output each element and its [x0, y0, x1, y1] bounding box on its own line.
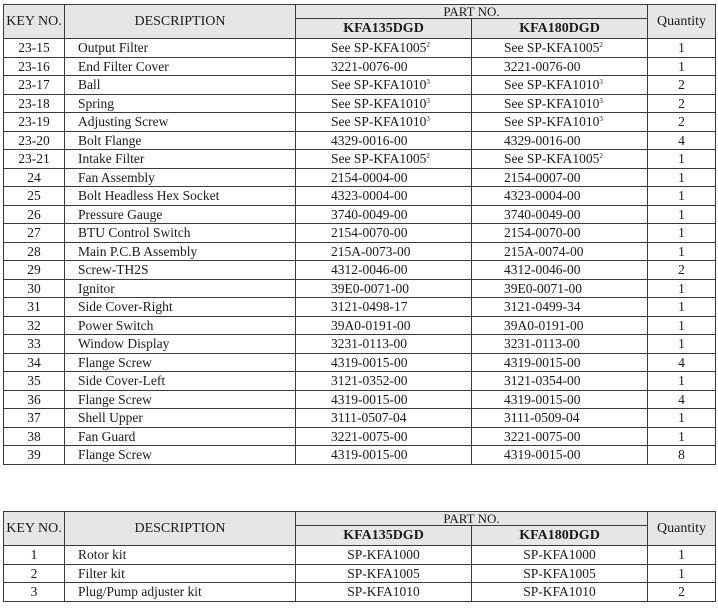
model-a-part-cell	[296, 261, 472, 280]
part-number: 3231-0113-00	[331, 336, 407, 352]
quantity-cell: 1	[648, 150, 716, 169]
key-no-cell: 29	[4, 261, 65, 280]
table-row	[4, 57, 716, 76]
quantity-cell: 1	[648, 409, 716, 428]
quantity-cell: 1	[648, 205, 716, 224]
description-cell: Pressure Gauge	[65, 205, 296, 224]
quantity-cell: 1	[648, 427, 716, 446]
model-b-part-cell	[472, 409, 648, 428]
quantity-cell: 1	[648, 39, 716, 58]
part-number: 3121-0498-17	[331, 299, 408, 315]
part-number: 3740-0049-00	[504, 206, 581, 222]
footnote-marker: 2	[426, 152, 430, 161]
model-a-part-cell	[296, 57, 472, 76]
model-a-part-cell	[296, 242, 472, 261]
quantity-cell: 8	[648, 446, 716, 465]
model-b-part-cell: SP-KFA1005	[472, 564, 648, 583]
model-a-part-cell	[296, 39, 472, 58]
model-a-header: KFA135DGD	[296, 526, 472, 546]
part-number: 4319-0015-00	[504, 354, 581, 370]
description-cell: Fan Guard	[65, 427, 296, 446]
table-row	[4, 242, 716, 261]
model-a-part-cell	[296, 390, 472, 409]
description-cell: Side Cover-Left	[65, 372, 296, 391]
model-b-part-cell	[472, 353, 648, 372]
model-a-part-cell	[296, 150, 472, 169]
part-number: 3111-0509-04	[504, 410, 580, 426]
description-cell: Flange Screw	[65, 353, 296, 372]
model-a-part-cell	[296, 187, 472, 206]
model-a-part-cell	[296, 168, 472, 187]
description-cell: Shell Upper	[65, 409, 296, 428]
part-number: 4319-0015-00	[504, 391, 581, 407]
part-number: 3221-0075-00	[331, 428, 408, 444]
model-a-part-cell	[296, 94, 472, 113]
quantity-cell: 1	[648, 546, 716, 565]
part-number: 4319-0015-00	[331, 354, 408, 370]
key-no-cell: 32	[4, 316, 65, 335]
description-cell: Ignitor	[65, 279, 296, 298]
part-number: See SP-KFA1010	[331, 95, 427, 111]
footnote-marker: 3	[426, 78, 430, 87]
description-cell: Adjusting Screw	[65, 113, 296, 132]
part-number: 4319-0015-00	[331, 447, 408, 463]
footnote-marker: 3	[426, 115, 430, 124]
parts-table	[3, 4, 716, 465]
footnote-marker: 3	[599, 96, 603, 105]
quantity-cell: 2	[648, 94, 716, 113]
part-number: 2154-0070-00	[504, 225, 581, 241]
key-no-cell: 30	[4, 279, 65, 298]
part-number: See SP-KFA1005	[331, 40, 427, 56]
quantity-cell: 1	[648, 57, 716, 76]
model-b-header: KFA180DGD	[472, 19, 648, 39]
quantity-cell: 2	[648, 76, 716, 95]
model-a-part-cell	[296, 298, 472, 317]
model-a-part-cell: SP-KFA1005	[296, 564, 472, 583]
part-no-header: PART NO.	[296, 5, 648, 19]
table-row	[4, 94, 716, 113]
description-cell: Bolt Flange	[65, 131, 296, 150]
key-no-cell: 25	[4, 187, 65, 206]
part-number: 3740-0049-00	[331, 206, 408, 222]
key-no-cell: 23-17	[4, 76, 65, 95]
model-b-part-cell	[472, 131, 648, 150]
description-cell: End Filter Cover	[65, 57, 296, 76]
model-a-part-cell	[296, 224, 472, 243]
part-number: 4319-0015-00	[331, 391, 408, 407]
model-b-part-cell	[472, 113, 648, 132]
model-b-part-cell	[472, 187, 648, 206]
quantity-cell: 2	[648, 583, 716, 602]
key-no-cell: 23-19	[4, 113, 65, 132]
key-no-cell: 39	[4, 446, 65, 465]
model-a-part-cell	[296, 353, 472, 372]
quantity-cell: 2	[648, 113, 716, 132]
quantity-cell: 1	[648, 279, 716, 298]
key-no-cell: 23-18	[4, 94, 65, 113]
key-no-cell: 34	[4, 353, 65, 372]
footnote-marker: 2	[599, 152, 603, 161]
model-a-part-cell	[296, 446, 472, 465]
table-row	[4, 390, 716, 409]
kits-table-body	[4, 546, 716, 602]
part-number: 3221-0076-00	[331, 58, 408, 74]
description-header: DESCRIPTION	[65, 512, 296, 546]
quantity-cell: 1	[648, 298, 716, 317]
model-a-part-cell	[296, 76, 472, 95]
quantity-cell: 1	[648, 187, 716, 206]
key-no-cell: 26	[4, 205, 65, 224]
model-b-part-cell	[472, 372, 648, 391]
part-number: 3221-0076-00	[504, 58, 581, 74]
quantity-cell: 1	[648, 335, 716, 354]
model-b-part-cell	[472, 446, 648, 465]
key-no-cell: 37	[4, 409, 65, 428]
key-no-cell: 27	[4, 224, 65, 243]
model-a-part-cell	[296, 372, 472, 391]
model-a-part-cell: SP-KFA1010	[296, 583, 472, 602]
key-no-cell: 35	[4, 372, 65, 391]
quantity-cell: 1	[648, 316, 716, 335]
description-cell: BTU Control Switch	[65, 224, 296, 243]
model-b-part-cell	[472, 150, 648, 169]
key-no-cell: 28	[4, 242, 65, 261]
description-cell: Screw-TH2S	[65, 261, 296, 280]
model-a-part-cell	[296, 131, 472, 150]
model-b-part-cell	[472, 335, 648, 354]
table-row	[4, 76, 716, 95]
part-number: 4329-0016-00	[504, 132, 581, 148]
key-no-cell: 36	[4, 390, 65, 409]
footnote-marker: 2	[599, 41, 603, 50]
quantity-header: Quantity	[648, 5, 716, 39]
description-cell: Output Filter	[65, 39, 296, 58]
table-row	[4, 205, 716, 224]
table-row	[4, 564, 716, 583]
footnote-marker: 3	[599, 78, 603, 87]
description-cell: Main P.C.B Assembly	[65, 242, 296, 261]
model-b-part-cell: SP-KFA1010	[472, 583, 648, 602]
table-row	[4, 427, 716, 446]
table-row	[4, 298, 716, 317]
description-cell: Intake Filter	[65, 150, 296, 169]
part-number: See SP-KFA1005	[504, 151, 600, 167]
model-b-part-cell	[472, 427, 648, 446]
model-a-header: KFA135DGD	[296, 19, 472, 39]
quantity-cell: 1	[648, 564, 716, 583]
table-row	[4, 150, 716, 169]
description-cell: Filter kit	[65, 564, 296, 583]
quantity-cell: 1	[648, 224, 716, 243]
part-number: 4319-0015-00	[504, 447, 581, 463]
key-no-cell: 2	[4, 564, 65, 583]
part-number: 4329-0016-00	[331, 132, 408, 148]
quantity-cell: 1	[648, 372, 716, 391]
key-no-cell: 23-20	[4, 131, 65, 150]
model-b-part-cell	[472, 224, 648, 243]
description-cell: Power Switch	[65, 316, 296, 335]
part-number: 39A0-0191-00	[331, 317, 411, 333]
table-row	[4, 316, 716, 335]
quantity-cell: 4	[648, 390, 716, 409]
footnote-marker: 2	[426, 41, 430, 50]
key-no-cell: 23-15	[4, 39, 65, 58]
key-no-cell: 3	[4, 583, 65, 602]
part-number: 2154-0070-00	[331, 225, 408, 241]
part-number: 4323-0004-00	[504, 188, 581, 204]
table-row	[4, 261, 716, 280]
model-b-part-cell	[472, 390, 648, 409]
part-number: 4312-0046-00	[331, 262, 408, 278]
kits-table	[3, 511, 716, 602]
model-a-part-cell	[296, 409, 472, 428]
part-number: 3231-0113-00	[504, 336, 580, 352]
part-number: 215A-0074-00	[504, 243, 584, 259]
part-number: 39E0-0071-00	[504, 280, 582, 296]
part-number: See SP-KFA1010	[331, 77, 427, 93]
model-a-part-cell: SP-KFA1000	[296, 546, 472, 565]
key-no-cell: 38	[4, 427, 65, 446]
description-cell: Window Display	[65, 335, 296, 354]
table-row	[4, 583, 716, 602]
model-b-part-cell	[472, 279, 648, 298]
part-number: 39E0-0071-00	[331, 280, 409, 296]
description-cell: Flange Screw	[65, 446, 296, 465]
table-row	[4, 279, 716, 298]
quantity-cell: 1	[648, 242, 716, 261]
model-b-part-cell	[472, 94, 648, 113]
description-cell: Spring	[65, 94, 296, 113]
footnote-marker: 3	[599, 115, 603, 124]
description-header: DESCRIPTION	[65, 5, 296, 39]
part-number: 3121-0354-00	[504, 373, 581, 389]
model-b-part-cell: SP-KFA1000	[472, 546, 648, 565]
model-a-part-cell	[296, 316, 472, 335]
part-number: 3121-0499-34	[504, 299, 581, 315]
table-row	[4, 546, 716, 565]
table-row	[4, 446, 716, 465]
quantity-cell: 4	[648, 353, 716, 372]
model-b-part-cell	[472, 57, 648, 76]
model-a-part-cell	[296, 113, 472, 132]
part-number: See SP-KFA1005	[504, 40, 600, 56]
key-no-cell: 31	[4, 298, 65, 317]
table-row	[4, 353, 716, 372]
quantity-header: Quantity	[648, 512, 716, 546]
part-number: See SP-KFA1010	[504, 77, 600, 93]
model-b-part-cell	[472, 39, 648, 58]
parts-table-body	[4, 39, 716, 465]
part-number: See SP-KFA1010	[504, 95, 600, 111]
model-b-part-cell	[472, 168, 648, 187]
key-no-cell: 23-16	[4, 57, 65, 76]
part-number: 4323-0004-00	[331, 188, 408, 204]
footnote-marker: 3	[426, 96, 430, 105]
model-b-header: KFA180DGD	[472, 526, 648, 546]
table-row	[4, 409, 716, 428]
quantity-cell: 4	[648, 131, 716, 150]
model-b-part-cell	[472, 76, 648, 95]
model-b-part-cell	[472, 205, 648, 224]
model-a-part-cell	[296, 279, 472, 298]
table-row	[4, 39, 716, 58]
quantity-cell: 1	[648, 168, 716, 187]
key-no-cell: 24	[4, 168, 65, 187]
quantity-cell: 2	[648, 261, 716, 280]
key-no-cell: 23-21	[4, 150, 65, 169]
part-number: See SP-KFA1005	[331, 151, 427, 167]
part-number: 3121-0352-00	[331, 373, 408, 389]
table-row	[4, 187, 716, 206]
model-b-part-cell	[472, 316, 648, 335]
table-row	[4, 131, 716, 150]
table-row	[4, 113, 716, 132]
description-cell: Side Cover-Right	[65, 298, 296, 317]
key-no-cell: 33	[4, 335, 65, 354]
description-cell: Plug/Pump adjuster kit	[65, 583, 296, 602]
key-no-header: KEY NO.	[4, 5, 65, 39]
part-number: 39A0-0191-00	[504, 317, 584, 333]
part-number: 3111-0507-04	[331, 410, 407, 426]
model-a-part-cell	[296, 205, 472, 224]
table-row	[4, 335, 716, 354]
key-no-cell: 1	[4, 546, 65, 565]
description-cell: Flange Screw	[65, 390, 296, 409]
key-no-header: KEY NO.	[4, 512, 65, 546]
table-row	[4, 372, 716, 391]
part-number: See SP-KFA1010	[504, 114, 600, 130]
table-row	[4, 224, 716, 243]
table-row	[4, 168, 716, 187]
model-b-part-cell	[472, 242, 648, 261]
model-b-part-cell	[472, 261, 648, 280]
model-b-part-cell	[472, 298, 648, 317]
description-cell: Ball	[65, 76, 296, 95]
part-number: 2154-0004-00	[331, 169, 408, 185]
part-number: 215A-0073-00	[331, 243, 411, 259]
part-number: 3221-0075-00	[504, 428, 581, 444]
description-cell: Fan Assembly	[65, 168, 296, 187]
part-number: See SP-KFA1010	[331, 114, 427, 130]
part-no-header: PART NO.	[296, 512, 648, 526]
description-cell: Rotor kit	[65, 546, 296, 565]
model-a-part-cell	[296, 427, 472, 446]
part-number: 4312-0046-00	[504, 262, 581, 278]
part-number: 2154-0007-00	[504, 169, 581, 185]
model-a-part-cell	[296, 335, 472, 354]
description-cell: Bolt Headless Hex Socket	[65, 187, 296, 206]
